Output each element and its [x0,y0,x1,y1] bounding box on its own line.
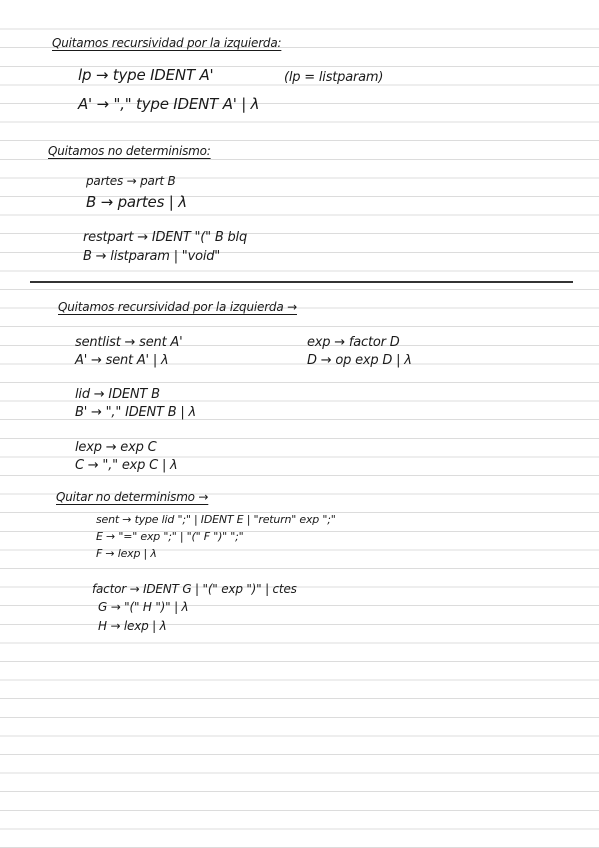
section4-rule-h: H → lexp | λ [98,619,167,633]
section1-rule-lp: lp → type IDENT A' [78,66,214,84]
section2-rule-b-listparam: B → listparam | "void" [83,249,221,264]
section3-rule-d: D → op exp D | λ [307,353,412,368]
section2-rule-partes: partes → part B [86,174,176,188]
section3-rule-lexp: lexp → exp C [75,440,157,455]
section3-rule-b-prime: B' → "," IDENT B | λ [75,405,196,420]
section3-rule-a: A' → sent A' | λ [75,353,169,368]
section1-note: (lp = listparam) [284,70,384,85]
section3-rule-sentlist: sentlist → sent A' [75,335,183,350]
section4-rule-f: F → lexp | λ [96,547,157,560]
section4-rule-factor: factor → IDENT G | "(" exp ")" | ctes [92,582,297,596]
section1-rule-a: A' → "," type IDENT A' | λ [78,95,260,113]
section4-heading: Quitar no determinismo → [56,490,209,504]
section2-rule-restpart: restpart → IDENT "(" B blq [83,230,248,245]
section4-rule-sent: sent → type lid ";" | IDENT E | "return" exp ";" [96,513,336,526]
section3-rule-exp: exp → factor D [307,335,400,350]
section2-rule-b: B → partes | λ [86,193,187,211]
section3-rule-lid: lid → IDENT B [75,387,160,402]
section3-rule-c: C → "," exp C | λ [75,458,178,473]
section2-heading: Quitamos no determinismo: [48,144,211,158]
section3-heading: Quitamos recursividad por la izquierda → [58,300,297,314]
section1-heading: Quitamos recursividad por la izquierda: [52,36,282,50]
section-divider [30,281,573,283]
section4-rule-g: G → "(" H ")" | λ [98,600,189,614]
section4-rule-e: E → "=" exp ";" | "(" F ")" ";" [96,530,244,543]
